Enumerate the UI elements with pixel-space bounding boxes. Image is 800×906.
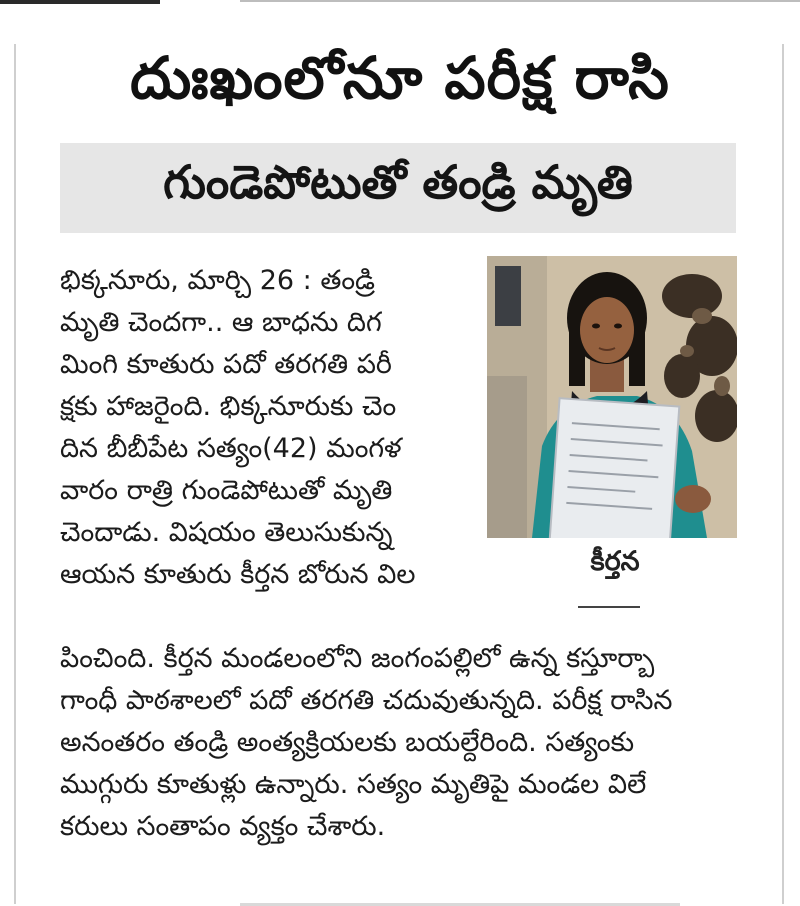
article-body-narrow <box>60 260 470 596</box>
subheadline: గుండెపోటుతో తండ్రి మృతి <box>163 155 633 209</box>
caption-divider <box>578 606 640 608</box>
left-column-border <box>14 44 16 904</box>
body-line: దిన బీబీపేట సత్యం(42) మంగళ <box>60 433 402 464</box>
body-line: చెందాడు. విషయం తెలుసుకున్న <box>60 517 393 548</box>
article-body-wide <box>60 638 750 848</box>
body-line: కరులు సంతాపం వ్యక్తం చేశారు. <box>60 811 386 842</box>
body-line: మింగి కూతురు పదో తరగతి పరీ <box>60 349 392 380</box>
body-line: ముగ్గురు కూతుళ్లు ఉన్నారు. సత్యం మృతిపై మండల విలే <box>60 769 647 800</box>
subheadline-band <box>60 143 736 233</box>
body-line: గాంధీ పాఠశాలలో పదో తరగతి చదువుతున్నది. పరీక్ష రాసిన <box>60 685 673 716</box>
body-line: మృతి చెందగా.. ఆ బాధను దిగ <box>60 307 382 338</box>
photo-caption: కీర్తన <box>590 546 640 577</box>
news-photo <box>487 256 737 538</box>
body-line: భిక్కనూరు, మార్చి 26 : తండ్రి <box>60 265 376 296</box>
body-line: వారం రాత్రి గుండెపోటుతో మృతి <box>60 475 393 506</box>
top-border <box>240 0 800 2</box>
headline: దుఃఖంలోనూ పరీక్ష రాసి <box>130 43 670 112</box>
body-line: అనంతరం తండ్రి అంత్యక్రియలకు బయల్దేరింది. సత్యంకు <box>60 727 635 758</box>
top-rule <box>0 0 160 4</box>
student-photo-illustration <box>487 256 737 538</box>
body-line: పించింది. కీర్తన మండలంలోని జంగంపల్లిలో ఉన్న కస్తూర్బా <box>60 643 655 674</box>
body-line: క్షకు హాజరైంది. భిక్కనూరుకు చెం <box>60 391 397 422</box>
body-line: ఆయన కూతురు కీర్తన బోరున విల <box>60 559 416 590</box>
right-column-border <box>782 44 784 904</box>
